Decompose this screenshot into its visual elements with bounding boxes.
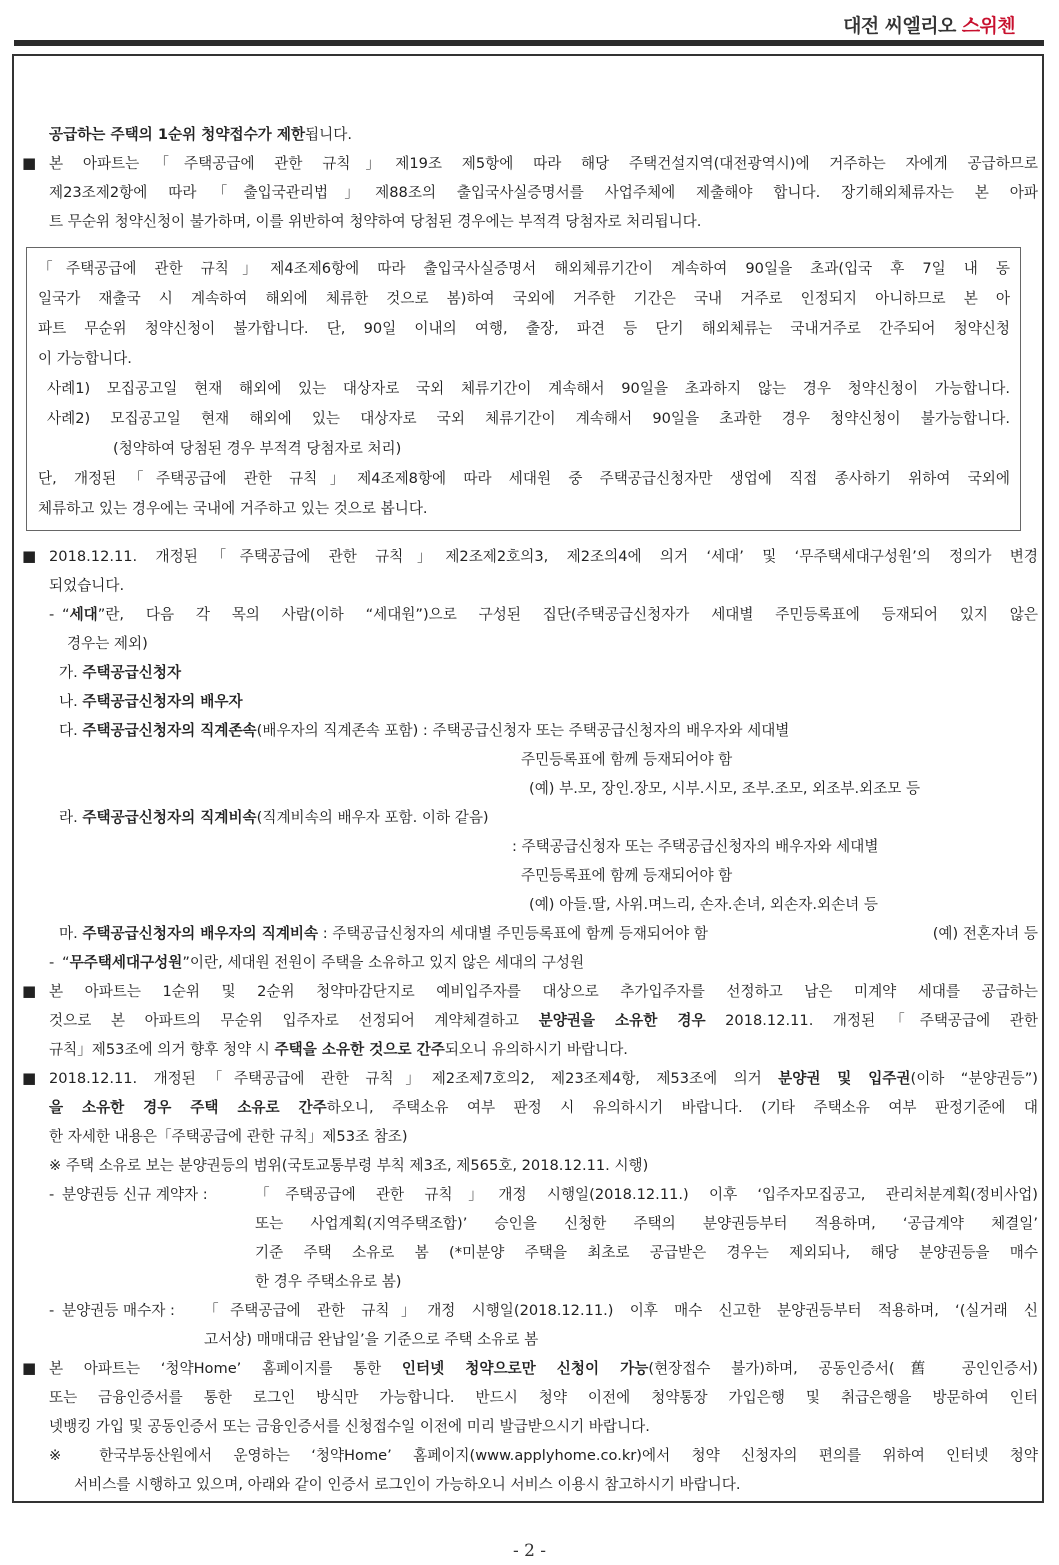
item-bold: 주택공급신청자의 배우자 — [82, 693, 243, 710]
residency-block — [22, 149, 1038, 236]
page-number: - 2 - — [512, 1541, 547, 1561]
new-contractor-text — [255, 1180, 1038, 1296]
rights-line: 한 자세한 내용은「주택공급에 관한 규칙」제53조 참조) — [49, 1128, 408, 1145]
item-text: (직계비속의 배우자 포함. 이하 같음) — [256, 809, 489, 826]
new-contractor — [49, 1180, 1038, 1296]
member-item-ga — [49, 658, 1038, 687]
member-item-ma-example: (예) 전혼자녀 등 — [932, 925, 1038, 942]
item-bold: 주택공급신청자의 직계존속 — [82, 722, 257, 739]
item-prefix: 라. — [59, 809, 83, 826]
member-item-da-cont: 주민등록표에 함께 등재되어야 함 — [521, 751, 733, 768]
document-body — [22, 120, 1038, 1499]
bullet-square-icon: ■ — [22, 1069, 37, 1087]
rights-text: (이하 “분양권등”) — [910, 1070, 1038, 1087]
item-text: : 주택공급신청자의 세대별 주민등록표에 함께 등재되어야 함 — [318, 925, 708, 942]
item-text: (배우자의 직계존속 포함) : 주택공급신청자 또는 주택공급신청자의 배우자와 세대별 — [256, 722, 790, 739]
box-line: 일국가 재출국 시 계속하여 해외에 체류한 것으로 봄)하여 국외에 거주한 기간은 국내 거주로 인정되지 아니하므로 본 아 — [38, 290, 1010, 307]
quote-open: “ — [62, 954, 70, 971]
household-def-line: 경우는 제외) — [67, 635, 148, 652]
reserve-text: 규칙」제53조에 의거 향후 청약 시 — [49, 1041, 275, 1058]
internet-text: (현장접수 불가)하며, 공동인증서(舊 공인인증서) — [648, 1360, 1039, 1377]
bullet-square-icon: ■ — [22, 982, 37, 1000]
rights-scope-note: ※ 주택 소유로 보는 분양권등의 범위(국토교통부령 부칙 제3조, 제565호, 2018.12.11. 시행) — [49, 1157, 649, 1174]
internet-note-line: ※ 한국부동산원에서 운영하는 ‘청약Home’ 홈페이지(www.applyhome.co.kr)에서 청약 신청자의 편의를 위하여 인터넷 청약 — [49, 1447, 1038, 1464]
internet-bold: 인터넷 청약으로만 신청이 가능 — [401, 1360, 649, 1377]
member-item-da — [49, 716, 1038, 745]
item-prefix: 나. — [59, 693, 83, 710]
non-owner-line — [62, 948, 1038, 977]
box-line: 파트 무순위 청약신청이 불가합니다. 단, 90일 이내의 여행, 출장, 파견 등 단기 해외체류는 국내거주로 간주되어 청약신청 — [38, 320, 1010, 337]
item-prefix: 다. — [59, 722, 83, 739]
new-contractor-line: 「주택공급에 관한 규칙」개정 시행일(2018.12.11.) 이후 ‘입주자모집공고, 관리처분계획(정비사업) — [255, 1186, 1038, 1203]
member-item-na — [49, 687, 1038, 716]
dash-marker: - — [49, 954, 55, 971]
case-1: 사례1) 모집공고일 현재 해외에 있는 대상자로 국외 체류기간이 계속해서 90일을 초과하지 않는 경우 청약신청이 가능합니다. — [47, 380, 1010, 397]
new-contractor-label: 분양권등 신규 계약자 : — [62, 1186, 208, 1203]
reserve-line — [49, 1006, 1038, 1035]
dash-marker: - — [49, 1186, 55, 1203]
household-line: 되었습니다. — [49, 577, 125, 594]
new-contractor-line: 기준 주택 소유로 봄 (*미분양 주택을 최초로 공급받은 경우는 제외되나, 해당 분양권등을 매수 — [255, 1244, 1038, 1261]
internet-block — [22, 1354, 1038, 1499]
brand-prefix: 대전 씨엘리오 — [843, 15, 962, 37]
member-item-ra-cont: 주민등록표에 함께 등재되어야 함 — [521, 867, 733, 884]
rights-text: 하오니, 주택소유 여부 판정 시 유의하시기 바랍니다. (기타 주택소유 여부 판정기준에 대 — [326, 1099, 1038, 1116]
member-item-da-example: (예) 부.모, 장인.장모, 시부.시모, 조부.조모, 외조부.외조모 등 — [529, 780, 921, 797]
reserve-text: 2018.12.11. 개정된「주택공급에 관한 — [705, 1012, 1038, 1029]
member-item-ma — [49, 919, 1038, 948]
household-def-text: ”란, 다음 각 목의 사람(이하 “세대원”)으로 구성된 집단(주택공급신청자가 세대별 주민등록표에 등재되어 있지 않은 — [97, 606, 1038, 623]
internet-line: 또는 금융인증서를 통한 로그인 방식만 가능합니다. 반드시 청약 이전에 청약통장 가입은행 및 취급은행을 방문하여 인터 — [49, 1389, 1038, 1406]
rights-line — [49, 1093, 1038, 1122]
new-contractor-line: 또는 사업계획(지역주택조합)’ 승인을 신청한 주택의 분양권등부터 적용하며, ‘공급계약 체결일’ — [255, 1215, 1038, 1232]
new-contractor-line: 한 경우 주택소유로 봄) — [255, 1273, 402, 1290]
non-owner-def — [49, 948, 1038, 977]
non-owner-term: 무주택세대구성원 — [69, 954, 183, 971]
reserve-line — [49, 1035, 1038, 1064]
buyer-line: 「주택공급에 관한 규칙」개정 시행일(2018.12.11.) 이후 매수 신고한 분양권등부터 적용하며, ‘(실거래 신 — [204, 1302, 1038, 1319]
household-definition-block — [22, 542, 1038, 977]
item-bold: 주택공급신청자의 직계비속 — [82, 809, 257, 826]
buyer-text — [204, 1296, 1038, 1354]
dash-marker: - — [49, 606, 55, 623]
bullet-square-icon: ■ — [22, 1359, 37, 1377]
case-2: 사례2) 모집공고일 현재 해외에 있는 대상자로 국외 체류기간이 계속해서 90일을 초과한 경우 청약신청이 불가능합니다. — [47, 410, 1010, 427]
member-item-ra-example: (예) 아들.딸, 사위.며느리, 손자.손녀, 외손자.외손녀 등 — [529, 896, 879, 913]
header-rule — [14, 40, 1044, 46]
buyer-label: 분양권등 매수자 : — [62, 1302, 175, 1319]
rights-block — [22, 1064, 1038, 1354]
restriction-tail: 됩니다. — [305, 126, 352, 143]
rights-bold: 분양권 및 입주권 — [778, 1070, 911, 1087]
item-prefix: 마. — [59, 925, 83, 942]
bullet-square-icon: ■ — [22, 154, 37, 172]
buyer — [49, 1296, 1038, 1354]
internet-note-line: 서비스를 시행하고 있으며, 아래와 같이 인증서 로그인이 가능하오니 서비스 이용시 참고하시기 바랍니다. — [74, 1476, 741, 1493]
residency-line: 제23조제2항에 따라「출입국관리법」제88조의 출입국사실증명서를 사업주체에 제출해야 합니다. 장기해외체류자는 본 아파 — [49, 184, 1038, 201]
rights-text: 2018.12.11. 개정된「주택공급에 관한 규칙」제2조제7호의2, 제23조제4항, 제53조에 의거 — [49, 1070, 779, 1087]
rights-bold: 을 소유한 경우 주택 소유로 간주 — [49, 1099, 327, 1116]
reserve-text: 되오니 유의하시기 바랍니다. — [444, 1041, 628, 1058]
household-def — [49, 600, 1038, 658]
household-def-line — [62, 600, 1038, 629]
box-line: 이 가능합니다. — [38, 350, 132, 367]
brand-logo — [843, 11, 1015, 38]
quote-open: “ — [62, 606, 70, 623]
item-bold: 주택공급신청자의 배우자의 직계비속 — [82, 925, 319, 942]
box-line: 「주택공급에 관한 규칙」제4조제6항에 따라 출입국사실증명서 해외체류기간이 계속하여 90일을 초과(입국 후 7일 내 동 — [38, 260, 1010, 277]
reserve-text: 것으로 본 아파트의 무순위 입주자로 선정되어 계약체결하고 — [49, 1012, 539, 1029]
household-term: 세대 — [69, 606, 98, 623]
household-line: 2018.12.11. 개정된「주택공급에 관한 규칙」제2조제2호의3, 제2조의4에 의거 ‘세대’ 및 ‘무주택세대구성원’의 정의가 변경 — [49, 548, 1038, 565]
restriction-line — [22, 120, 1038, 149]
brand-accent: 스위첸 — [961, 15, 1015, 37]
item-prefix: 가. — [59, 664, 83, 681]
non-owner-text: ”이란, 세대원 전원이 주택을 소유하고 있지 않은 세대의 구성원 — [182, 954, 585, 971]
box-line: 단, 개정된「주택공급에 관한 규칙」제4조제8항에 따라 세대원 중 주택공급신청자만 생업에 직접 종사하기 위하여 국외에 — [38, 470, 1010, 487]
member-item-ra-cont: : 주택공급신청자 또는 주택공급신청자의 배우자와 세대별 — [512, 838, 879, 855]
residency-line: 본 아파트는「주택공급에 관한 규칙」제19조 제5항에 따라 해당 주택건설지역(대전광역시)에 거주하는 자에게 공급하므로 — [49, 155, 1038, 172]
internet-line: 넷뱅킹 가입 및 공동인증서 또는 금융인증서를 신청접수일 이전에 미리 발급받으시기 바랍니다. — [49, 1418, 650, 1435]
reserve-bold: 분양권을 소유한 경우 — [538, 1012, 706, 1029]
internet-text: 본 아파트는 ‘청약Home’ 홈페이지를 통한 — [49, 1360, 402, 1377]
restriction-bold: 공급하는 주택의 1순위 청약접수가 제한 — [49, 126, 306, 143]
residency-line: 트 무순위 청약신청이 불가하며, 이를 위반하여 청약하여 당첨된 경우에는 부적격 당첨자로 처리됩니다. — [49, 213, 702, 230]
member-item-ra — [49, 803, 1038, 832]
box-line: 체류하고 있는 경우에는 국내에 거주하고 있는 것으로 봅니다. — [38, 500, 428, 517]
buyer-line: 고서상) 매매대금 완납일’을 기준으로 주택 소유로 봄 — [204, 1331, 539, 1348]
dash-marker: - — [49, 1302, 55, 1319]
item-bold: 주택공급신청자 — [82, 664, 182, 681]
case-2-note: (청약하여 당첨된 경우 부적격 당첨자로 처리) — [113, 440, 402, 457]
bullet-square-icon: ■ — [22, 547, 37, 565]
internet-line — [49, 1354, 1038, 1383]
rights-line — [49, 1064, 1038, 1093]
reserve-block — [22, 977, 1038, 1064]
overseas-stay-box — [26, 247, 1021, 531]
reserve-bold: 주택을 소유한 것으로 간주 — [274, 1041, 445, 1058]
reserve-line: 본 아파트는 1순위 및 2순위 청약마감단지로 예비입주자를 대상으로 추가입주자를 선정하고 남은 미계약 세대를 공급하는 — [49, 983, 1038, 1000]
